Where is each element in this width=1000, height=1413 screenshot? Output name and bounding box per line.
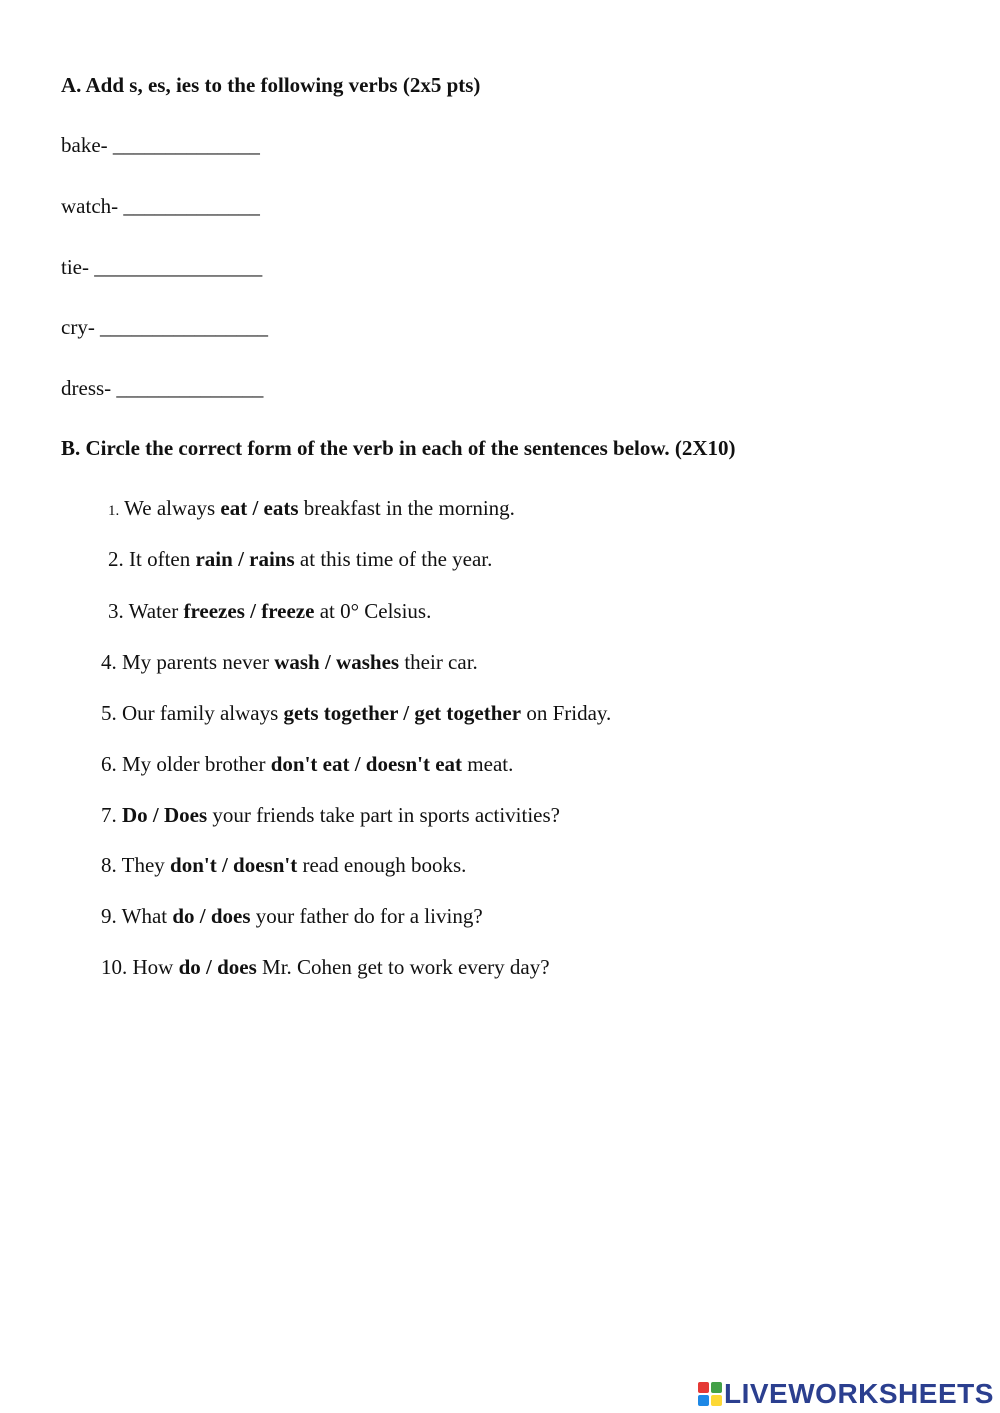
verb-item-watch[interactable]: watch- _____________ — [61, 194, 260, 218]
sentence-number: 7. — [101, 803, 117, 827]
sentence-post: on Friday. — [521, 701, 612, 725]
sentence-post: at 0° Celsius. — [314, 599, 432, 623]
sentence-pre: What — [121, 904, 173, 928]
sentence-10 — [101, 955, 550, 980]
sentence-3 — [108, 599, 431, 624]
verb-choice[interactable]: eat / eats — [220, 496, 299, 520]
verb-choice[interactable]: do / does — [178, 955, 257, 979]
verb-choice[interactable]: don't eat / doesn't eat — [270, 752, 463, 776]
verb-choice[interactable]: wash / washes — [274, 650, 400, 674]
sentence-7 — [101, 803, 560, 828]
verb-item-dress[interactable]: dress- ______________ — [61, 376, 264, 400]
sentence-2 — [108, 547, 492, 572]
section-b-title: B. Circle the correct form of the verb in each of the sentences below. (2X10) — [61, 436, 736, 460]
sentence-post: at this time of the year. — [294, 547, 493, 571]
logo-square-3 — [698, 1395, 709, 1406]
sentence-pre: We always — [124, 496, 221, 520]
sentence-number: 10. — [101, 955, 128, 979]
sentence-6 — [101, 752, 513, 777]
sentence-post: read enough books. — [297, 853, 467, 877]
verb-item-cry[interactable]: cry- ________________ — [61, 315, 269, 339]
section-a-title: A. Add s, es, ies to the following verbs (2x5 pts) — [61, 73, 481, 97]
verb-choice[interactable]: don't / doesn't — [170, 853, 298, 877]
sentence-number: 6. — [101, 752, 117, 776]
sentence-1 — [108, 496, 515, 521]
liveworksheets-logo — [698, 1378, 994, 1410]
sentence-pre: They — [121, 853, 171, 877]
sentence-number: 8. — [101, 853, 117, 877]
verb-choice[interactable]: do / does — [172, 904, 251, 928]
sentence-4 — [101, 650, 478, 675]
sentence-post: their car. — [399, 650, 478, 674]
liveworksheets-logo-icon — [698, 1382, 722, 1406]
sentence-number: 1. — [108, 503, 120, 519]
verb-choice[interactable]: freezes / freeze — [183, 599, 315, 623]
sentence-pre: My older brother — [122, 752, 271, 776]
sentence-post: meat. — [462, 752, 514, 776]
sentence-number: 3. — [108, 599, 124, 623]
sentence-number: 5. — [101, 701, 117, 725]
logo-text: LIVEWORKSHEETS — [724, 1378, 994, 1409]
sentence-pre: How — [132, 955, 179, 979]
sentence-post: your friends take part in sports activities? — [207, 803, 560, 827]
verb-item-bake[interactable]: bake- ______________ — [61, 133, 260, 157]
logo-square-2 — [711, 1382, 722, 1393]
logo-square-1 — [698, 1382, 709, 1393]
sentence-pre: My parents never — [122, 650, 275, 674]
sentence-8 — [101, 853, 466, 878]
sentence-post: breakfast in the morning. — [298, 496, 515, 520]
sentence-pre: It often — [129, 547, 196, 571]
verb-choice[interactable]: rain / rains — [195, 547, 295, 571]
sentence-number: 4. — [101, 650, 117, 674]
verb-choice[interactable]: Do / Does — [122, 803, 208, 827]
logo-square-4 — [711, 1395, 722, 1406]
sentence-pre: Water — [128, 599, 184, 623]
sentence-number: 9. — [101, 904, 117, 928]
verb-item-tie[interactable]: tie- ________________ — [61, 255, 263, 279]
sentence-pre: Our family always — [122, 701, 284, 725]
verb-choice[interactable]: gets together / get together — [283, 701, 522, 725]
sentence-post: Mr. Cohen get to work every day? — [256, 955, 550, 979]
sentence-post: your father do for a living? — [250, 904, 483, 928]
sentence-number: 2. — [108, 547, 124, 571]
sentence-9 — [101, 904, 483, 929]
sentence-5 — [101, 701, 611, 726]
